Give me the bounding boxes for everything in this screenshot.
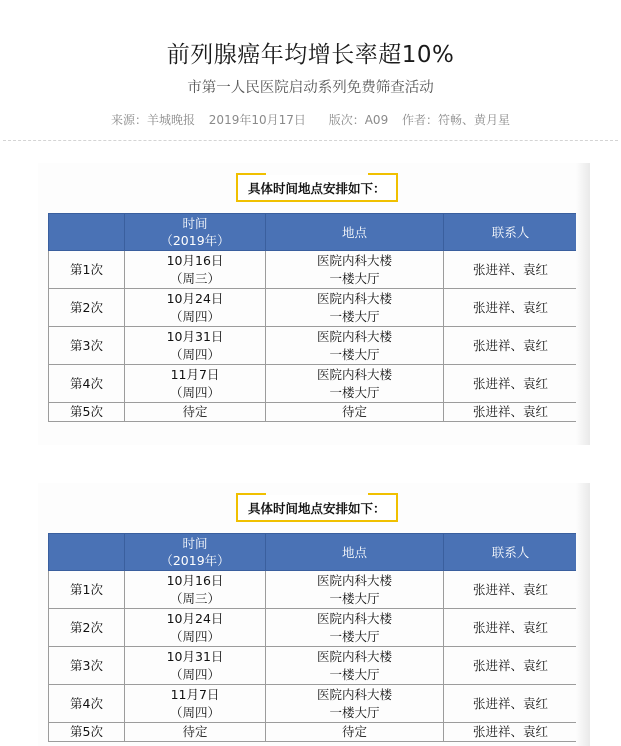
place-cell <box>266 365 444 403</box>
time-date: 10月24日 <box>166 290 224 306</box>
round-cell: 第1次 <box>49 571 125 609</box>
round-cell: 第2次 <box>49 289 125 327</box>
place-building: 待定 <box>341 404 367 419</box>
time-date: 11月7日 <box>170 366 220 382</box>
header-divider <box>3 140 618 141</box>
time-date: 10月16日 <box>166 572 224 588</box>
time-weekday: （周四） <box>169 666 220 682</box>
schedule-image-2 <box>38 483 590 746</box>
place-building: 医院内科大楼 <box>316 328 392 344</box>
table-row <box>49 685 578 723</box>
time-date: 10月31日 <box>166 328 224 344</box>
place-building: 医院内科大楼 <box>316 290 392 306</box>
round-cell: 第5次 <box>49 723 125 742</box>
place-building: 医院内科大楼 <box>316 686 392 702</box>
round-cell: 第2次 <box>49 609 125 647</box>
contact-cell: 张进祥、袁红 <box>444 723 578 742</box>
time-cell <box>125 365 266 403</box>
table-row <box>49 289 578 327</box>
time-weekday: （周三） <box>169 270 220 286</box>
schedule-table <box>48 213 578 422</box>
place-cell <box>266 685 444 723</box>
round-cell: 第3次 <box>49 327 125 365</box>
time-date: 待定 <box>182 724 208 739</box>
contact-cell: 张进祥、袁红 <box>444 571 578 609</box>
header-contact: 联系人 <box>444 534 578 571</box>
header-time-year: （2019年） <box>160 553 230 568</box>
contact-cell: 张进祥、袁红 <box>444 251 578 289</box>
time-date: 10月16日 <box>166 252 224 268</box>
table-header-row <box>49 534 578 571</box>
header-contact: 联系人 <box>444 214 578 251</box>
place-cell <box>266 647 444 685</box>
place-cell <box>266 723 444 742</box>
time-cell <box>125 251 266 289</box>
place-floor: 一楼大厅 <box>329 308 380 324</box>
table-row <box>49 609 578 647</box>
place-floor: 一楼大厅 <box>329 270 380 286</box>
schedule-table <box>48 533 578 742</box>
header-place: 地点 <box>266 214 444 251</box>
article-title: 前列腺癌年均增长率超10% <box>166 42 455 68</box>
place-building: 医院内科大楼 <box>316 610 392 626</box>
time-cell <box>125 723 266 742</box>
place-floor: 一楼大厅 <box>329 666 380 682</box>
place-cell <box>266 289 444 327</box>
place-building: 待定 <box>341 724 367 739</box>
time-cell <box>125 289 266 327</box>
contact-cell: 张进祥、袁红 <box>444 327 578 365</box>
contact-cell: 张进祥、袁红 <box>444 365 578 403</box>
time-date: 10月31日 <box>166 648 224 664</box>
header-time <box>125 534 266 571</box>
time-cell <box>125 403 266 422</box>
article-meta <box>0 111 621 128</box>
place-floor: 一楼大厅 <box>329 590 380 606</box>
round-cell: 第4次 <box>49 685 125 723</box>
table-row <box>49 365 578 403</box>
header-time-year: （2019年） <box>160 233 230 248</box>
time-cell <box>125 571 266 609</box>
time-weekday: （周四） <box>169 346 220 362</box>
time-date: 待定 <box>182 404 208 419</box>
contact-cell: 张进祥、袁红 <box>444 609 578 647</box>
place-cell <box>266 327 444 365</box>
article-edition: 版次：A09 <box>328 113 389 127</box>
time-weekday: （周三） <box>169 590 220 606</box>
table-row <box>49 571 578 609</box>
article-subtitle: 市第一人民医院启动系列免费筛查活动 <box>187 80 434 96</box>
round-cell: 第5次 <box>49 403 125 422</box>
table-row <box>49 647 578 685</box>
time-weekday: （周四） <box>169 704 220 720</box>
place-floor: 一楼大厅 <box>329 346 380 362</box>
contact-cell: 张进祥、袁红 <box>444 647 578 685</box>
schedule-image-1 <box>38 163 590 445</box>
place-floor: 一楼大厅 <box>329 704 380 720</box>
time-weekday: （周四） <box>169 308 220 324</box>
round-cell: 第3次 <box>49 647 125 685</box>
header-time-label: 时间 <box>182 536 208 551</box>
time-date: 10月24日 <box>166 610 224 626</box>
place-building: 医院内科大楼 <box>316 648 392 664</box>
header-time <box>125 214 266 251</box>
round-cell: 第4次 <box>49 365 125 403</box>
article-authors: 作者：符畅、黄月星 <box>402 113 511 127</box>
place-building: 医院内科大楼 <box>316 366 392 382</box>
table-row <box>49 251 578 289</box>
place-building: 医院内科大楼 <box>316 572 392 588</box>
table-header-row <box>49 214 578 251</box>
table-row <box>49 403 578 422</box>
time-cell <box>125 327 266 365</box>
place-cell <box>266 609 444 647</box>
time-weekday: （周四） <box>169 628 220 644</box>
place-cell <box>266 403 444 422</box>
article-source: 来源：羊城晚报 <box>110 113 195 127</box>
time-weekday: （周四） <box>169 384 220 400</box>
header-round <box>49 534 125 571</box>
place-cell <box>266 571 444 609</box>
header-round <box>49 214 125 251</box>
schedule-heading: 具体时间地点安排如下： <box>236 175 398 202</box>
time-date: 11月7日 <box>170 686 220 702</box>
header-time-label: 时间 <box>182 216 208 231</box>
time-cell <box>125 609 266 647</box>
contact-cell: 张进祥、袁红 <box>444 289 578 327</box>
contact-cell: 张进祥、袁红 <box>444 403 578 422</box>
contact-cell: 张进祥、袁红 <box>444 685 578 723</box>
article-date: 2019年10月17日 <box>208 113 306 127</box>
round-cell: 第1次 <box>49 251 125 289</box>
place-floor: 一楼大厅 <box>329 628 380 644</box>
header-place: 地点 <box>266 534 444 571</box>
time-cell <box>125 647 266 685</box>
table-row <box>49 327 578 365</box>
time-cell <box>125 685 266 723</box>
table-row <box>49 723 578 742</box>
place-floor: 一楼大厅 <box>329 384 380 400</box>
place-cell <box>266 251 444 289</box>
schedule-heading: 具体时间地点安排如下： <box>236 495 398 522</box>
place-building: 医院内科大楼 <box>316 252 392 268</box>
